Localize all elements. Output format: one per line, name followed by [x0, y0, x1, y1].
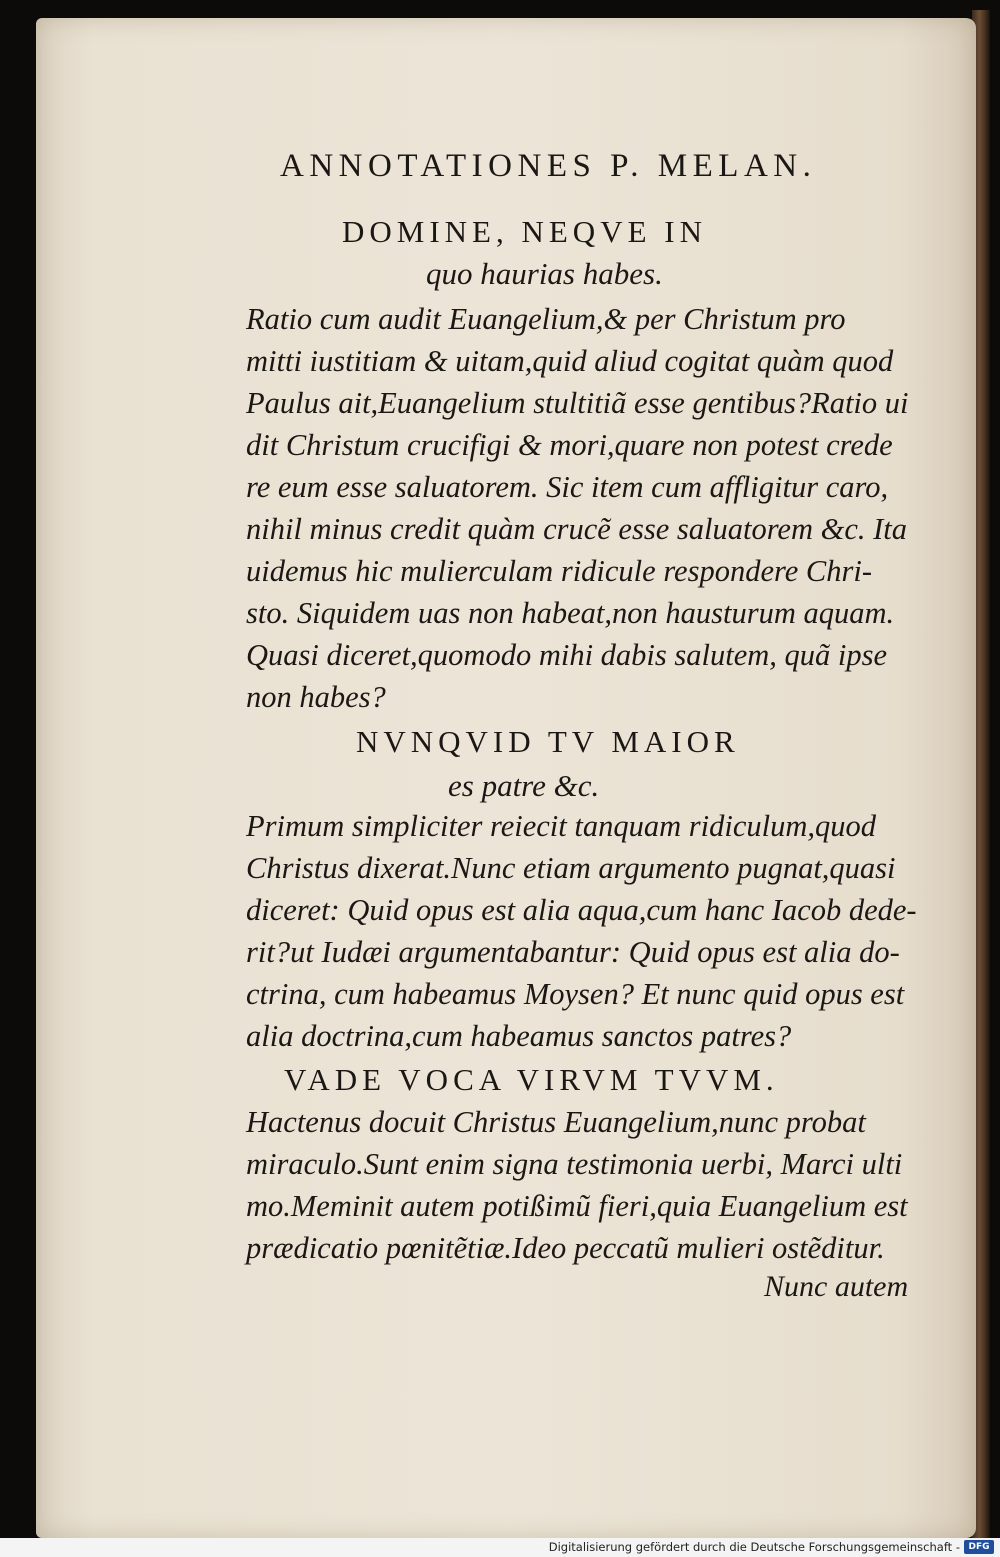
section-heading-vade-voca: VADE VOCA VIRVM TVVM.	[284, 1062, 779, 1097]
text-line: rit?ut Iudæi argumentabantur: Quid opus est alia do-	[246, 935, 900, 969]
section-subheading-es-patre: es patre &c.	[448, 768, 600, 803]
text-line: alia doctrina,cum habeamus sanctos patres?	[246, 1019, 792, 1053]
text-line: mitti iustitiam & uitam,quid aliud cogitat quàm quod	[246, 344, 894, 378]
text-line: mo.Meminit autem potißimũ fieri,quia Euangelium est	[246, 1189, 908, 1223]
running-head: ANNOTATIONES P. MELAN.	[280, 148, 817, 184]
text-line: dit Christum crucifigi & mori,quare non potest crede	[246, 428, 893, 462]
text-line: diceret: Quid opus est alia aqua,cum hanc Iacob dede-	[246, 893, 917, 927]
text-line: Quasi diceret,quomodo mihi dabis salutem, quã ipse	[246, 638, 888, 672]
funding-credit: Digitalisierung gefördert durch die Deutsche Forschungsgemeinschaft -	[548, 1540, 960, 1554]
section-heading-nunquid: NVNQVID TV MAIOR	[356, 724, 740, 759]
section-heading-domine: DOMINE, NEQVE IN	[342, 214, 707, 249]
text-line: Christus dixerat.Nunc etiam argumento pugnat,quasi	[246, 851, 896, 885]
text-line: Primum simpliciter reiecit tanquam ridiculum,quod	[246, 809, 876, 843]
section-subheading-quo-haurias: quo haurias habes.	[426, 256, 663, 291]
text-line: sto. Siquidem uas non habeat,non hausturum aquam.	[246, 596, 895, 630]
text-line: prædicatio pœnitẽtiæ.Ideo peccatũ mulieri ostẽditur.	[246, 1231, 885, 1265]
text-line: ctrina, cum habeamus Moysen? Et nunc quid opus est	[246, 977, 905, 1011]
catchword: Nunc autem	[764, 1270, 909, 1303]
text-line: non habes?	[246, 680, 386, 714]
text-line: uidemus hic mulierculam ridicule respondere Chri-	[246, 554, 872, 588]
text-line: miraculo.Sunt enim signa testimonia uerbi, Marci ulti	[246, 1147, 903, 1181]
text-line: re eum esse saluatorem. Sic item cum affligitur caro,	[246, 470, 889, 504]
text-line: nihil minus credit quàm crucẽ esse saluatorem &c. Ita	[246, 512, 908, 546]
dfg-logo: DFG	[964, 1540, 994, 1554]
text-line: Paulus ait,Euangelium stultitiã esse gentibus?Ratio ui	[246, 386, 909, 420]
text-line: Ratio cum audit Euangelium,& per Christum pro	[246, 302, 846, 336]
text-line: Hactenus docuit Christus Euangelium,nunc probat	[246, 1105, 866, 1139]
